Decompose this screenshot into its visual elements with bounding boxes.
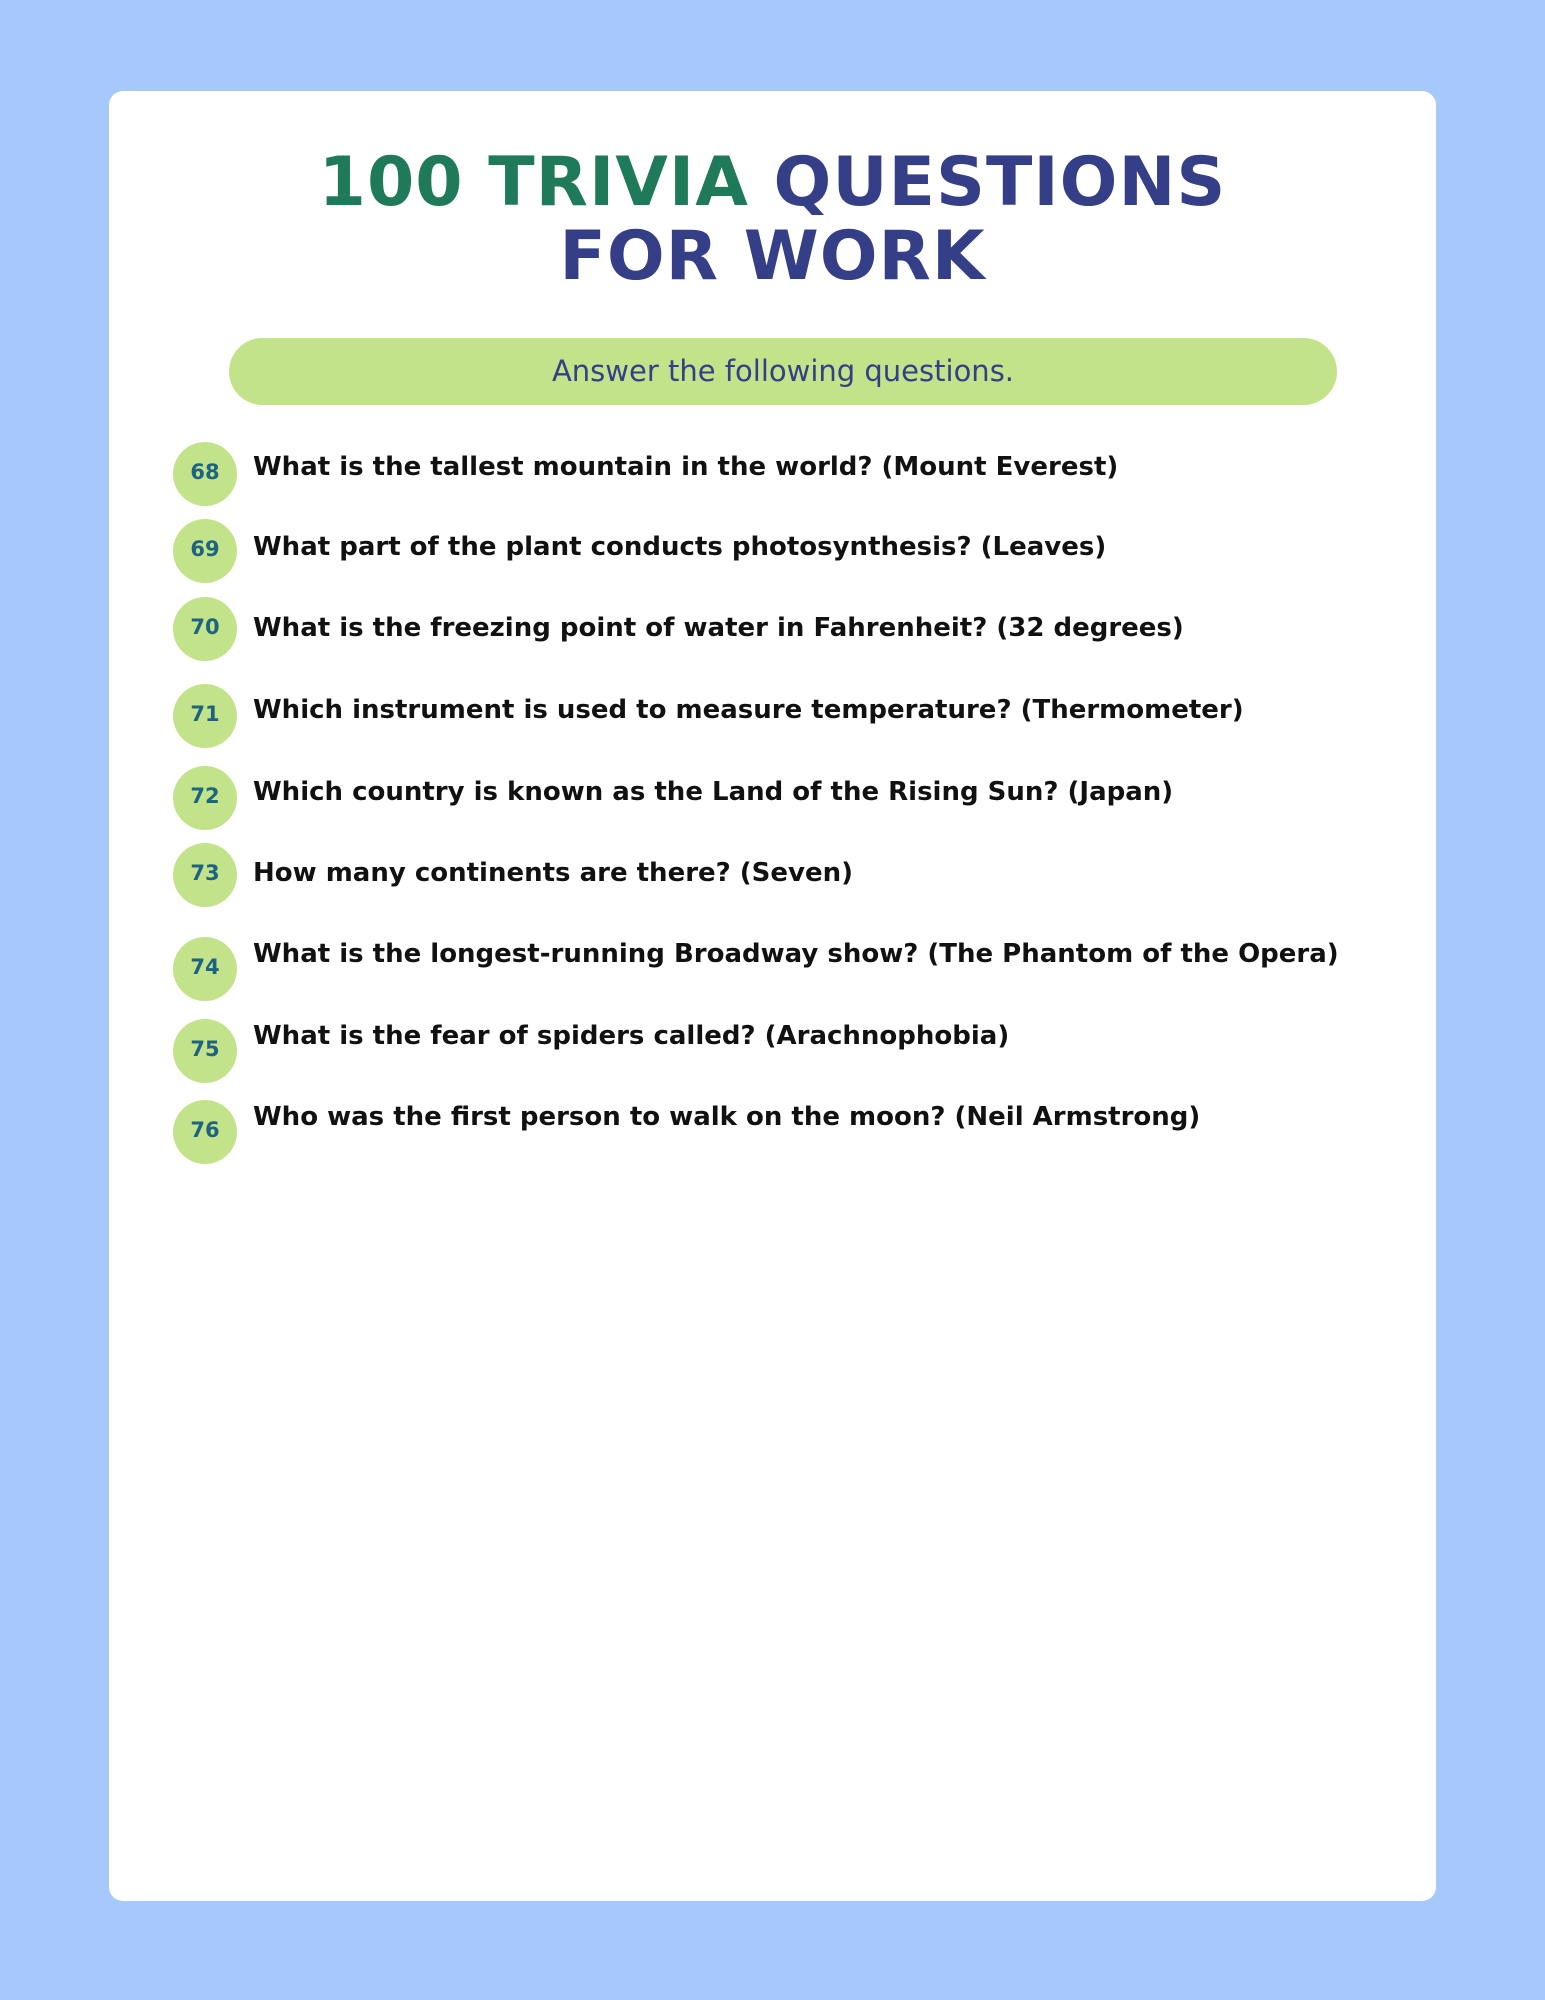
question-text: Who was the first person to walk on the moon? (Neil Armstrong) bbox=[253, 1102, 1201, 1132]
question-number-badge: 76 bbox=[173, 1100, 237, 1164]
question-number-badge: 73 bbox=[173, 843, 237, 907]
title-green-part: 100 TRIVIA bbox=[318, 143, 749, 222]
question-item bbox=[173, 843, 1373, 909]
question-item bbox=[173, 1019, 1373, 1085]
question-text: What is the freezing point of water in Fahrenheit? (32 degrees) bbox=[253, 613, 1184, 643]
question-item bbox=[173, 684, 1373, 750]
question-item bbox=[173, 1100, 1373, 1166]
question-item bbox=[173, 937, 1373, 1003]
question-number-badge: 72 bbox=[173, 766, 237, 830]
question-text: What is the tallest mountain in the world? (Mount Everest) bbox=[253, 452, 1119, 482]
question-text: What is the fear of spiders called? (Arachnophobia) bbox=[253, 1021, 1010, 1051]
title-blue-part-1: QUESTIONS bbox=[773, 143, 1227, 222]
question-list bbox=[109, 91, 1436, 1901]
question-item bbox=[173, 442, 1373, 508]
instructions-text: Answer the following questions. bbox=[551, 354, 1015, 388]
question-number-badge: 74 bbox=[173, 937, 237, 1001]
question-number-badge: 69 bbox=[173, 519, 237, 583]
title-blue-part-2: FOR WORK bbox=[559, 217, 986, 296]
question-item bbox=[173, 519, 1373, 585]
question-number-badge: 75 bbox=[173, 1019, 237, 1083]
question-number-badge: 68 bbox=[173, 442, 237, 506]
question-item bbox=[173, 766, 1373, 832]
question-number-badge: 71 bbox=[173, 684, 237, 748]
question-text: Which country is known as the Land of the Rising Sun? (Japan) bbox=[253, 777, 1174, 807]
question-number-badge: 70 bbox=[173, 597, 237, 661]
worksheet-card bbox=[109, 91, 1436, 1901]
question-text: Which instrument is used to measure temperature? (Thermometer) bbox=[253, 695, 1244, 725]
question-text: How many continents are there? (Seven) bbox=[253, 858, 854, 888]
question-text: What part of the plant conducts photosynthesis? (Leaves) bbox=[253, 532, 1107, 562]
question-text: What is the longest-running Broadway show? (The Phantom of the Opera) bbox=[253, 939, 1339, 969]
question-item bbox=[173, 597, 1373, 663]
